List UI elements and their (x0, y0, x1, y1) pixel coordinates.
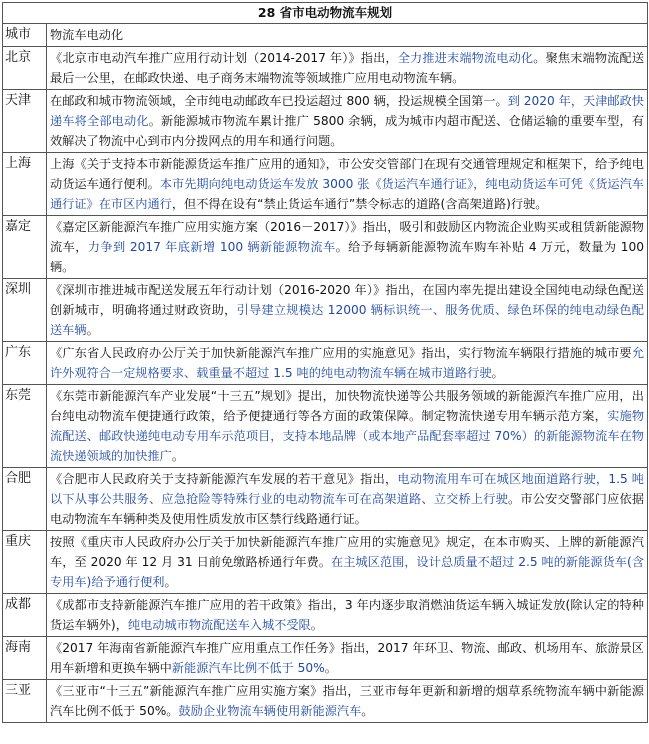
policy-text: 《东莞市新能源汽车产业发展“十三五”规划》提出，加快物流快递等公共服务领域的新能源汽车推广应用，出台纯电动物流车便捷通行政策，给予便捷通行等各方面的政策保障。制定物流快递专用车辆示范方案， (50, 389, 644, 423)
row-city: 三亚 (3, 680, 47, 723)
row-city: 天津 (3, 90, 47, 153)
table-row (3, 594, 648, 637)
row-policy (47, 385, 648, 468)
row-city: 深圳 (3, 279, 47, 342)
row-policy (47, 342, 648, 385)
row-city: 东莞 (3, 385, 47, 468)
policy-table (2, 2, 648, 723)
table-row (3, 279, 648, 342)
policy-text: 。聚焦末端物流配送最后一公里，在邮政快递、电子商务末端物流等领域推广应用电动物流车辆。 (50, 51, 645, 85)
table-body (3, 47, 648, 723)
table-row (3, 637, 648, 680)
policy-text: 《成都市支持新能源汽车推广应用的若干政策》指出，3 年内逐步取消燃油货运车辆入城证发放(除认定的特种货运车辆外)， (50, 598, 644, 632)
row-city: 北京 (3, 47, 47, 90)
policy-text: 。 (324, 661, 337, 675)
table-row (3, 216, 648, 279)
policy-highlight: 全力推进末端物流电动化 (397, 51, 534, 65)
table-row (3, 90, 648, 153)
row-policy (47, 90, 648, 153)
table-row (3, 680, 648, 723)
policy-text: 上海《关于支持本市新能源货运车推广应用的通知》，市公安交管部门在现有交通管理规定和框架下，给予纯电动货运车通行便利。 (50, 157, 644, 191)
table-row (3, 468, 648, 531)
policy-highlight: 允许外观符合一定规格要求、载重量不超过 1.5 吨的纯电动物流车辆在城市道路行驶 (50, 346, 644, 380)
policy-text: 《深圳市推进城市配送发展五年行动计划（2016-2020 年）》指出，在国内率先提出建设全国纯电动绿色配送创新城市，明确将通过财政资助， (50, 283, 644, 317)
row-city: 合肥 (3, 468, 47, 531)
row-policy (47, 531, 648, 594)
policy-text: 。 (86, 323, 99, 337)
policy-highlight: 本市先期向纯电动货运车发放 3000 张《货运汽车通行证》，纯电动货运车可凭《货运汽车通行证》在市区内通行 (50, 177, 644, 211)
policy-highlight: 力争到 2017 年底新增 100 辆新能源物流车 (87, 240, 336, 254)
policy-highlight: 实施物流配送、邮政快递纯电动专用车示范项目，支持本地品牌（或本地产品配套率超过 70%）的新能源物流车在物流快递领域的加快推广 (50, 409, 645, 463)
policy-text: ，但不得在设有“禁止货运车通行”禁令标志的道路(含高架道路)行驶。 (171, 197, 548, 211)
policy-text: 。 (164, 575, 177, 589)
table-row (3, 153, 648, 216)
table-row (3, 385, 648, 468)
row-policy (47, 594, 648, 637)
policy-text: 。 (171, 449, 185, 463)
policy-text: 《广东省人民政府办公厅关于加快新能源汽车推广应用的实施意见》指出，实行物流车辆限行措施的城市要 (50, 346, 632, 360)
policy-highlight: 鼓励企业物流车辆使用新能源汽车 (178, 704, 362, 718)
row-city: 上海 (3, 153, 47, 216)
policy-text: 。 (310, 618, 323, 632)
row-policy (47, 680, 648, 723)
row-policy (47, 216, 648, 279)
policy-text: 。市公安交警部门应依据电动物流车车辆种类及使用性质发放市区禁行线路通行证。 (50, 492, 645, 526)
table-row (3, 342, 648, 385)
policy-text: 《嘉定区新能源汽车推广应用实施方案（2016－2017）》指出，吸引和鼓励区内物流企业购买或租赁新能源物流车， (50, 220, 644, 254)
policy-text: 。 (491, 366, 504, 380)
table-header-row (3, 24, 648, 47)
policy-highlight: 在主城区范围，设计总质量不超过 2.5 吨的新能源货车(含专用车)给予通行便利 (50, 555, 645, 589)
policy-text: 按照《重庆市人民政府办公厅关于加快新能源汽车推广应用的实施意见》规定，在本市购买、上牌的新能源汽车，至 2020 年 12 月 31 日前免缴路桥通行年费。 (50, 535, 644, 569)
policy-highlight: 纯电动城市物流配送车入城不受限 (127, 618, 311, 632)
row-city: 海南 (3, 637, 47, 680)
table-row (3, 531, 648, 594)
policy-highlight: 新能源汽车比例不低于 50% (171, 661, 325, 675)
row-policy (47, 468, 648, 531)
policy-text: 《2017 年海南省新能源汽车推广应用重点工作任务》指出，2017 年环卫、物流、邮政、机场用车、旅游景区用车新增和更换车辆中 (50, 641, 644, 675)
policy-text: 《三亚市“十三五”新能源汽车推广应用实施方案》指出，三亚市每年更新和新增的烟草系统物流车辆中新能源汽车比例不低于 50%。 (50, 684, 644, 718)
table-title: 28 省市电动物流车规划 (3, 3, 648, 24)
row-city: 成都 (3, 594, 47, 637)
policy-text: 。新能源城市物流车累计推广 5800 余辆，成为城市内超市配送、仓储运输的重要车型，有效解决了物流中心到市内分拨网点的用车和通行问题。 (50, 114, 645, 148)
row-policy (47, 279, 648, 342)
policy-text: 。 (361, 704, 374, 718)
policy-highlight: 到 2020 年，天津邮政快递车将全部电动化 (50, 94, 644, 128)
row-city: 嘉定 (3, 216, 47, 279)
header-policy: 物流车电动化 (47, 24, 648, 47)
row-policy (47, 153, 648, 216)
policy-text: 《北京市电动汽车推广应用行动计划（2014-2017 年）》指出， (50, 51, 398, 65)
header-city: 城市 (3, 24, 47, 47)
policy-highlight: 引导建立规模达 12000 辆标识统一、服务优质、绿色环保的纯电动绿色配送车辆 (50, 303, 644, 337)
row-city: 广东 (3, 342, 47, 385)
row-policy (47, 47, 648, 90)
row-city: 重庆 (3, 531, 47, 594)
row-policy (47, 637, 648, 680)
policy-text: 《合肥市人民政府关于支持新能源汽车发展的若干意见》指出， (50, 472, 398, 486)
policy-text: 。给予每辆新能源物流车购车补贴 4 万元，数量为 100 辆。 (50, 240, 644, 274)
policy-text: 在邮政和城市物流领域，全市纯电动邮政车已投运超过 800 辆，投运规模全国第一。 (50, 94, 508, 108)
policy-highlight: 电动物流用车可在城区地面道路行驶，1.5 吨以下从事公共服务、应急抢险等特殊行业的电动物流车可在高架道路、立交桥上行驶 (50, 472, 644, 506)
table-row (3, 47, 648, 90)
